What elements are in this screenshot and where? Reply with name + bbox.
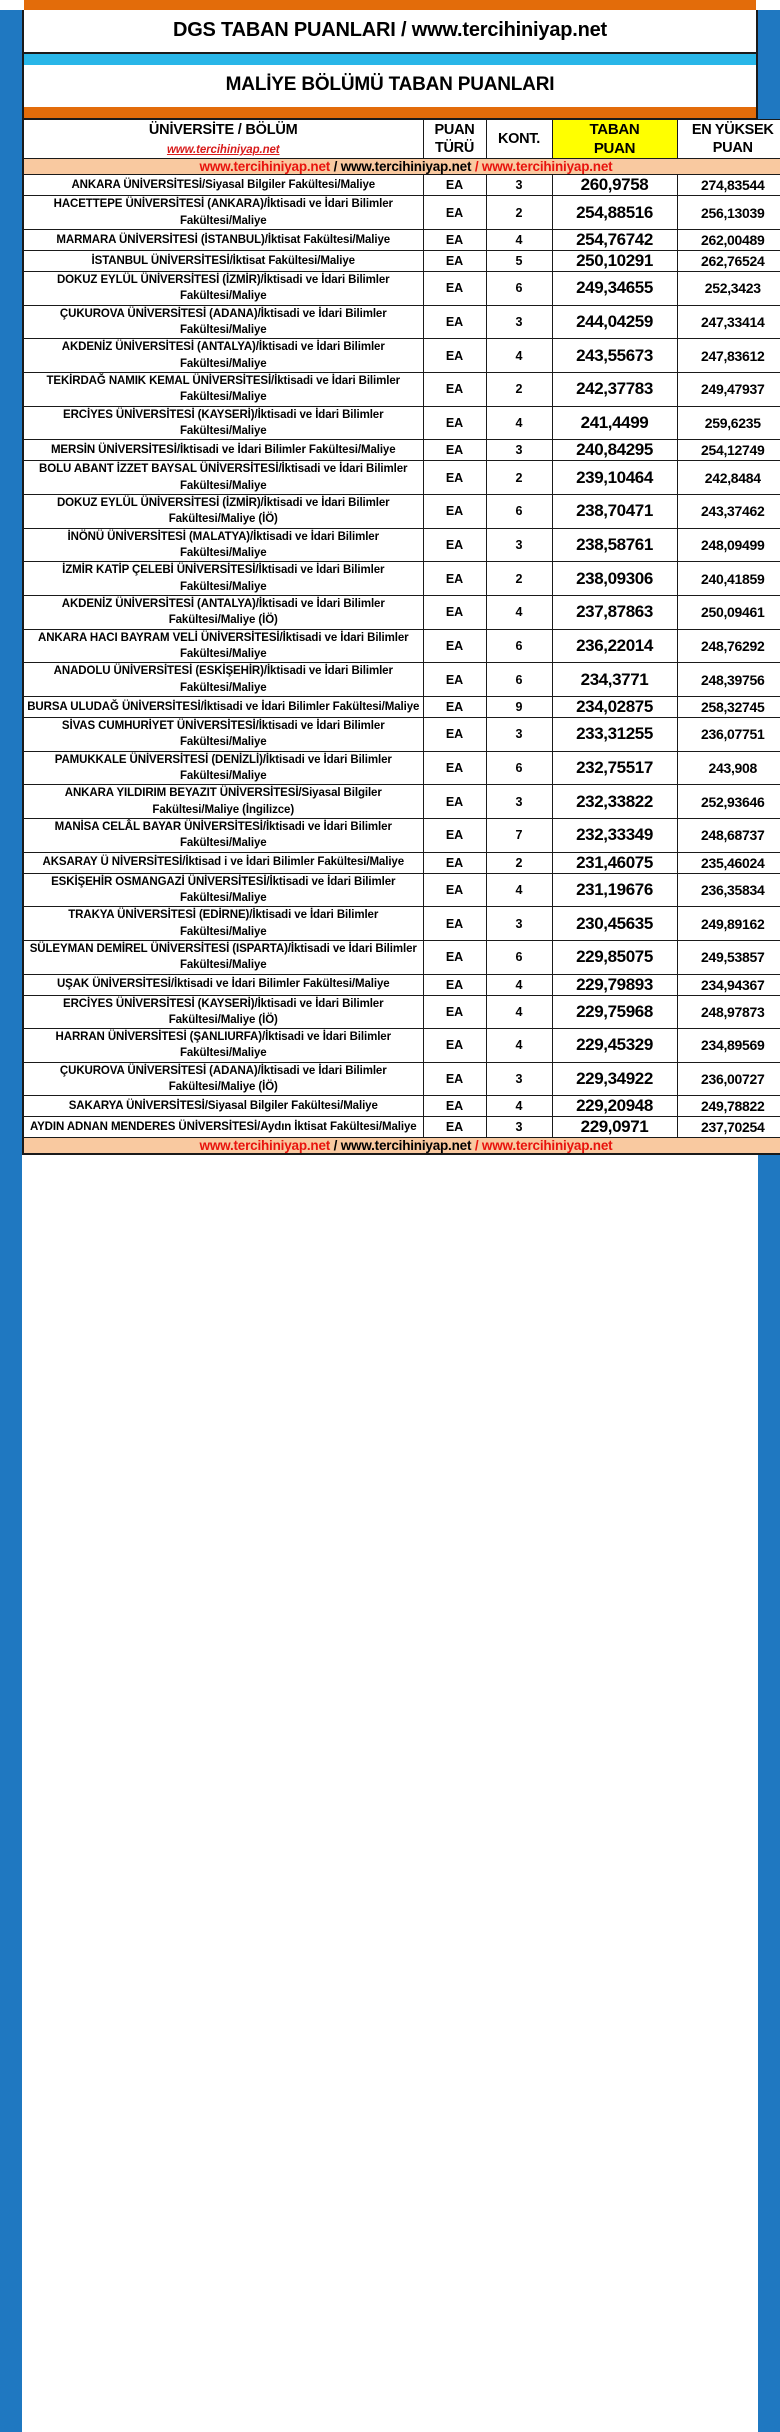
cell-max-score: 259,6235 <box>677 406 780 440</box>
cell-quota: 2 <box>486 852 552 873</box>
table-row <box>23 562 780 596</box>
cell-base-score: 238,58761 <box>552 528 677 562</box>
cell-base-score: 237,87863 <box>552 595 677 629</box>
cell-score-type: EA <box>423 629 486 663</box>
cell-university: TRAKYA ÜNİVERSİTESİ (EDİRNE)/İktisadi ve İdari Bilimler Fakültesi/Maliye <box>23 907 423 941</box>
top-site-banner[interactable] <box>23 159 780 175</box>
cell-score-type: EA <box>423 440 486 461</box>
cell-score-type: EA <box>423 940 486 974</box>
score-type-line-2: TÜRÜ <box>434 140 475 157</box>
cell-quota: 3 <box>486 305 552 339</box>
cell-university: UŞAK ÜNİVERSİTESİ/İktisadi ve İdari Bilimler Fakültesi/Maliye <box>23 974 423 995</box>
cell-base-score: 231,46075 <box>552 852 677 873</box>
cell-quota: 4 <box>486 406 552 440</box>
cell-score-type: EA <box>423 528 486 562</box>
cell-quota: 4 <box>486 873 552 907</box>
table-row <box>23 440 780 461</box>
cell-university: TEKİRDAĞ NAMIK KEMAL ÜNİVERSİTESİ/İktisadi ve İdari Bilimler Fakültesi/Maliye <box>23 373 423 407</box>
table-header-row <box>23 120 780 159</box>
cell-base-score: 241,4499 <box>552 406 677 440</box>
cell-score-type: EA <box>423 196 486 230</box>
cell-max-score: 249,47937 <box>677 373 780 407</box>
cell-score-type: EA <box>423 494 486 528</box>
cell-base-score: 231,19676 <box>552 873 677 907</box>
cell-base-score: 238,09306 <box>552 562 677 596</box>
cell-max-score: 243,908 <box>677 751 780 785</box>
table-row <box>23 696 780 717</box>
main-title-box <box>22 10 758 54</box>
cell-quota: 3 <box>486 1062 552 1096</box>
cell-base-score: 229,85075 <box>552 940 677 974</box>
table-row <box>23 272 780 306</box>
cell-base-score: 242,37783 <box>552 373 677 407</box>
cell-university: AKDENİZ ÜNİVERSİTESİ (ANTALYA)/İktisadi ve İdari Bilimler Fakültesi/Maliye (İÖ) <box>23 595 423 629</box>
page-subtitle: MALİYE BÖLÜMÜ TABAN PUANLARI <box>225 74 555 95</box>
cell-quota: 4 <box>486 595 552 629</box>
table-row <box>23 305 780 339</box>
cell-university: SÜLEYMAN DEMİREL ÜNİVERSİTESİ (ISPARTA)/İktisadi ve İdari Bilimler Fakültesi/Maliye <box>23 940 423 974</box>
cell-score-type: EA <box>423 175 486 196</box>
banner-url-2[interactable]: www.tercihiniyap.net <box>340 159 472 175</box>
cell-quota: 6 <box>486 940 552 974</box>
bottom-site-banner[interactable] <box>23 1138 780 1155</box>
cell-base-score: 229,75968 <box>552 995 677 1029</box>
score-type-line-1: PUAN <box>434 121 475 138</box>
cell-quota: 2 <box>486 373 552 407</box>
cell-university: ERCİYES ÜNİVERSİTESİ (KAYSERİ)/İktisadi ve İdari Bilimler Fakültesi/Maliye <box>23 406 423 440</box>
left-blue-rail <box>0 10 22 2432</box>
cell-university: ANKARA YILDIRIM BEYAZIT ÜNİVERSİTESİ/Siyasal Bilgiler Fakültesi/Maliye (İngilizce) <box>23 785 423 819</box>
table-row <box>23 1062 780 1096</box>
column-header-base-score <box>552 120 677 159</box>
column-header-university-link[interactable]: www.tercihiniyap.net <box>166 144 280 157</box>
table-row <box>23 940 780 974</box>
cell-university: HACETTEPE ÜNİVERSİTESİ (ANKARA)/İktisadi ve İdari Bilimler Fakültesi/Maliye <box>23 196 423 230</box>
cell-max-score: 248,68737 <box>677 818 780 852</box>
table-row <box>23 339 780 373</box>
max-score-line-1: EN YÜKSEK <box>691 121 774 138</box>
footer-sep-1: / <box>330 1138 341 1154</box>
cell-base-score: 234,3771 <box>552 663 677 697</box>
cell-score-type: EA <box>423 818 486 852</box>
cell-base-score: 233,31255 <box>552 717 677 751</box>
cell-max-score: 234,89569 <box>677 1029 780 1063</box>
cell-base-score: 260,9758 <box>552 175 677 196</box>
cell-max-score: 237,70254 <box>677 1117 780 1138</box>
footer-url-3[interactable]: www.tercihiniyap.net <box>481 1138 613 1154</box>
cell-max-score: 262,76524 <box>677 251 780 272</box>
cell-base-score: 234,02875 <box>552 696 677 717</box>
page-title: DGS TABAN PUANLARI / <box>172 19 412 41</box>
cell-base-score: 236,22014 <box>552 629 677 663</box>
cell-base-score: 230,45635 <box>552 907 677 941</box>
column-header-quota <box>486 120 552 159</box>
cell-max-score: 248,97873 <box>677 995 780 1029</box>
table-row <box>23 995 780 1029</box>
cell-university: SAKARYA ÜNİVERSİTESİ/Siyasal Bilgiler Fakültesi/Maliye <box>23 1096 423 1117</box>
cell-quota: 2 <box>486 461 552 495</box>
table-row <box>23 717 780 751</box>
cell-university: ÇUKUROVA ÜNİVERSİTESİ (ADANA)/İktisadi ve İdari Bilimler Fakültesi/Maliye (İÖ) <box>23 1062 423 1096</box>
cell-base-score: 229,20948 <box>552 1096 677 1117</box>
cell-university: İSTANBUL ÜNİVERSİTESİ/İktisat Fakültesi/Maliye <box>23 251 423 272</box>
base-score-line-1: TABAN <box>589 121 640 138</box>
cell-score-type: EA <box>423 406 486 440</box>
banner-url-3[interactable]: www.tercihiniyap.net <box>481 159 613 175</box>
cell-score-type: EA <box>423 873 486 907</box>
cell-quota: 3 <box>486 907 552 941</box>
cell-quota: 5 <box>486 251 552 272</box>
cell-base-score: 229,79893 <box>552 974 677 995</box>
cell-score-type: EA <box>423 852 486 873</box>
table-row <box>23 818 780 852</box>
cell-quota: 4 <box>486 1096 552 1117</box>
table-row <box>23 175 780 196</box>
table-row <box>23 461 780 495</box>
cell-quota: 7 <box>486 818 552 852</box>
cell-base-score: 229,0971 <box>552 1117 677 1138</box>
cell-base-score: 229,45329 <box>552 1029 677 1063</box>
footer-url-2[interactable]: www.tercihiniyap.net <box>340 1138 472 1154</box>
table-row <box>23 406 780 440</box>
cell-university: BOLU ABANT İZZET BAYSAL ÜNİVERSİTESİ/İktisadi ve İdari Bilimler Fakültesi/Maliye <box>23 461 423 495</box>
cell-university: HARRAN ÜNİVERSİTESİ (ŞANLIURFA)/İktisadi ve İdari Bilimler Fakültesi/Maliye <box>23 1029 423 1063</box>
cell-score-type: EA <box>423 461 486 495</box>
table-row <box>23 852 780 873</box>
banner-sep-1: / <box>330 159 341 175</box>
cell-max-score: 249,53857 <box>677 940 780 974</box>
cell-university: ERCİYES ÜNİVERSİTESİ (KAYSERİ)/İktisadi ve İdari Bilimler Fakültesi/Maliye (İÖ) <box>23 995 423 1029</box>
cell-quota: 4 <box>486 974 552 995</box>
column-header-max-score <box>677 120 780 159</box>
table-row <box>23 974 780 995</box>
top-banner-row <box>23 159 780 175</box>
cell-max-score: 262,00489 <box>677 230 780 251</box>
cell-quota: 3 <box>486 785 552 819</box>
cell-university: ÇUKUROVA ÜNİVERSİTESİ (ADANA)/İktisadi ve İdari Bilimler Fakültesi/Maliye <box>23 305 423 339</box>
cell-base-score: 232,33822 <box>552 785 677 819</box>
cell-score-type: EA <box>423 1029 486 1063</box>
cell-score-type: EA <box>423 717 486 751</box>
cell-university: DOKUZ EYLÜL ÜNİVERSİTESİ (İZMİR)/İktisadi ve İdari Bilimler Fakültesi/Maliye <box>23 272 423 306</box>
cell-score-type: EA <box>423 1062 486 1096</box>
cell-quota: 2 <box>486 562 552 596</box>
cell-quota: 4 <box>486 339 552 373</box>
cell-base-score: 243,55673 <box>552 339 677 373</box>
cell-max-score: 274,83544 <box>677 175 780 196</box>
cell-max-score: 236,35834 <box>677 873 780 907</box>
table-row <box>23 196 780 230</box>
cell-score-type: EA <box>423 305 486 339</box>
cell-base-score: 238,70471 <box>552 494 677 528</box>
cell-base-score: 254,88516 <box>552 196 677 230</box>
table-row <box>23 873 780 907</box>
banner-sep-2: / <box>471 159 482 175</box>
cell-max-score: 249,78822 <box>677 1096 780 1117</box>
cell-university: DOKUZ EYLÜL ÜNİVERSİTESİ (İZMİR)/İktisadi ve İdari Bilimler Fakültesi/Maliye (İÖ) <box>23 494 423 528</box>
cell-max-score: 248,76292 <box>677 629 780 663</box>
cell-score-type: EA <box>423 696 486 717</box>
cell-university: İZMİR KATİP ÇELEBİ ÜNİVERSİTESİ/İktisadi ve İdari Bilimler Fakültesi/Maliye <box>23 562 423 596</box>
cell-score-type: EA <box>423 995 486 1029</box>
content-frame <box>22 10 774 1161</box>
cell-quota: 4 <box>486 1029 552 1063</box>
cell-university: AKSARAY Ü NİVERSİTESİ/İktisad i ve İdari Bilimler Fakültesi/Maliye <box>23 852 423 873</box>
cell-base-score: 250,10291 <box>552 251 677 272</box>
cell-quota: 3 <box>486 175 552 196</box>
table-row <box>23 230 780 251</box>
cell-university: AKDENİZ ÜNİVERSİTESİ (ANTALYA)/İktisadi ve İdari Bilimler Fakültesi/Maliye <box>23 339 423 373</box>
bottom-banner-row <box>23 1138 780 1155</box>
cell-score-type: EA <box>423 907 486 941</box>
cell-university: MERSİN ÜNİVERSİTESİ/İktisadi ve İdari Bilimler Fakültesi/Maliye <box>23 440 423 461</box>
cell-max-score: 249,89162 <box>677 907 780 941</box>
cell-university: ESKİŞEHİR OSMANGAZİ ÜNİVERSİTESİ/İktisadi ve İdari Bilimler Fakültesi/Maliye <box>23 873 423 907</box>
cell-base-score: 249,34655 <box>552 272 677 306</box>
base-score-line-2: PUAN <box>593 140 636 158</box>
table-row <box>23 595 780 629</box>
table-row <box>23 785 780 819</box>
table-row <box>23 907 780 941</box>
cell-max-score: 252,3423 <box>677 272 780 306</box>
cell-score-type: EA <box>423 272 486 306</box>
cell-base-score: 229,34922 <box>552 1062 677 1096</box>
cell-score-type: EA <box>423 1096 486 1117</box>
cell-quota: 4 <box>486 995 552 1029</box>
cell-max-score: 258,32745 <box>677 696 780 717</box>
cell-quota: 3 <box>486 717 552 751</box>
table-row <box>23 373 780 407</box>
cell-base-score: 232,33349 <box>552 818 677 852</box>
cell-base-score: 239,10464 <box>552 461 677 495</box>
column-header-university-label: ÜNİVERSİTE / BÖLÜM <box>148 121 298 138</box>
table-row <box>23 251 780 272</box>
cell-score-type: EA <box>423 230 486 251</box>
cell-max-score: 254,12749 <box>677 440 780 461</box>
cell-max-score: 236,07751 <box>677 717 780 751</box>
cell-quota: 3 <box>486 1117 552 1138</box>
cell-base-score: 244,04259 <box>552 305 677 339</box>
cell-max-score: 242,8484 <box>677 461 780 495</box>
cell-university: ANKARA ÜNİVERSİTESİ/Siyasal Bilgiler Fakültesi/Maliye <box>23 175 423 196</box>
table-row <box>23 629 780 663</box>
cell-score-type: EA <box>423 751 486 785</box>
cell-max-score: 243,37462 <box>677 494 780 528</box>
table-row <box>23 1029 780 1063</box>
cell-score-type: EA <box>423 1117 486 1138</box>
table-row <box>23 1117 780 1138</box>
cell-quota: 3 <box>486 528 552 562</box>
cell-max-score: 234,94367 <box>677 974 780 995</box>
cell-base-score: 232,75517 <box>552 751 677 785</box>
column-header-score-type <box>423 120 486 159</box>
cell-university: ANADOLU ÜNİVERSİTESİ (ESKİŞEHİR)/İktisadi ve İdari Bilimler Fakültesi/Maliye <box>23 663 423 697</box>
cell-university: ANKARA HACI BAYRAM VELİ ÜNİVERSİTESİ/İktisadi ve İdari Bilimler Fakültesi/Maliye <box>23 629 423 663</box>
table-row <box>23 494 780 528</box>
page-title-link[interactable]: www.tercihiniyap.net <box>411 19 608 41</box>
banner-url-1[interactable]: www.tercihiniyap.net <box>199 159 331 175</box>
cyan-divider-strip <box>22 54 758 65</box>
cell-university: MANİSA CELÂL BAYAR ÜNİVERSİTESİ/İktisadi ve İdari Bilimler Fakültesi/Maliye <box>23 818 423 852</box>
quota-label: KONT. <box>497 130 540 147</box>
cell-max-score: 240,41859 <box>677 562 780 596</box>
cell-score-type: EA <box>423 562 486 596</box>
cell-university: AYDIN ADNAN MENDERES ÜNİVERSİTESİ/Aydın İktisat Fakültesi/Maliye <box>23 1117 423 1138</box>
cell-score-type: EA <box>423 373 486 407</box>
cell-base-score: 254,76742 <box>552 230 677 251</box>
cell-quota: 6 <box>486 751 552 785</box>
table-body <box>23 175 780 1138</box>
cell-university: BURSA ULUDAĞ ÜNİVERSİTESİ/İktisadi ve İdari Bilimler Fakültesi/Maliye <box>23 696 423 717</box>
scores-table <box>22 119 780 1155</box>
column-header-university <box>23 120 423 159</box>
cell-max-score: 252,93646 <box>677 785 780 819</box>
cell-max-score: 248,09499 <box>677 528 780 562</box>
cell-max-score: 248,39756 <box>677 663 780 697</box>
table-row <box>23 528 780 562</box>
cell-base-score: 240,84295 <box>552 440 677 461</box>
footer-url-1[interactable]: www.tercihiniyap.net <box>199 1138 331 1154</box>
cell-score-type: EA <box>423 785 486 819</box>
cell-quota: 4 <box>486 230 552 251</box>
cell-quota: 6 <box>486 494 552 528</box>
cell-quota: 6 <box>486 272 552 306</box>
bottom-padding <box>22 1155 758 1161</box>
cell-quota: 6 <box>486 663 552 697</box>
table-row <box>23 663 780 697</box>
cell-quota: 9 <box>486 696 552 717</box>
cell-max-score: 250,09461 <box>677 595 780 629</box>
footer-sep-2: / <box>471 1138 482 1154</box>
orange-divider-strip <box>22 107 758 119</box>
table-row <box>23 1096 780 1117</box>
cell-score-type: EA <box>423 974 486 995</box>
cell-quota: 6 <box>486 629 552 663</box>
cell-university: MARMARA ÜNİVERSİTESİ (İSTANBUL)/İktisat Fakültesi/Maliye <box>23 230 423 251</box>
cell-university: SİVAS CUMHURİYET ÜNİVERSİTESİ/İktisadi ve İdari Bilimler Fakültesi/Maliye <box>23 717 423 751</box>
max-score-line-2: PUAN <box>712 140 753 157</box>
cell-university: İNÖNÜ ÜNİVERSİTESİ (MALATYA)/İktisadi ve İdari Bilimler Fakültesi/Maliye <box>23 528 423 562</box>
cell-max-score: 247,33414 <box>677 305 780 339</box>
cell-max-score: 236,00727 <box>677 1062 780 1096</box>
cell-score-type: EA <box>423 663 486 697</box>
cell-max-score: 256,13039 <box>677 196 780 230</box>
cell-max-score: 235,46024 <box>677 852 780 873</box>
cell-quota: 2 <box>486 196 552 230</box>
cell-max-score: 247,83612 <box>677 339 780 373</box>
cell-university: PAMUKKALE ÜNİVERSİTESİ (DENİZLİ)/İktisadi ve İdari Bilimler Fakültesi/Maliye <box>23 751 423 785</box>
subtitle-box <box>22 65 758 107</box>
cell-score-type: EA <box>423 595 486 629</box>
cell-quota: 3 <box>486 440 552 461</box>
top-orange-strip <box>24 0 756 10</box>
cell-score-type: EA <box>423 251 486 272</box>
cell-score-type: EA <box>423 339 486 373</box>
table-row <box>23 751 780 785</box>
